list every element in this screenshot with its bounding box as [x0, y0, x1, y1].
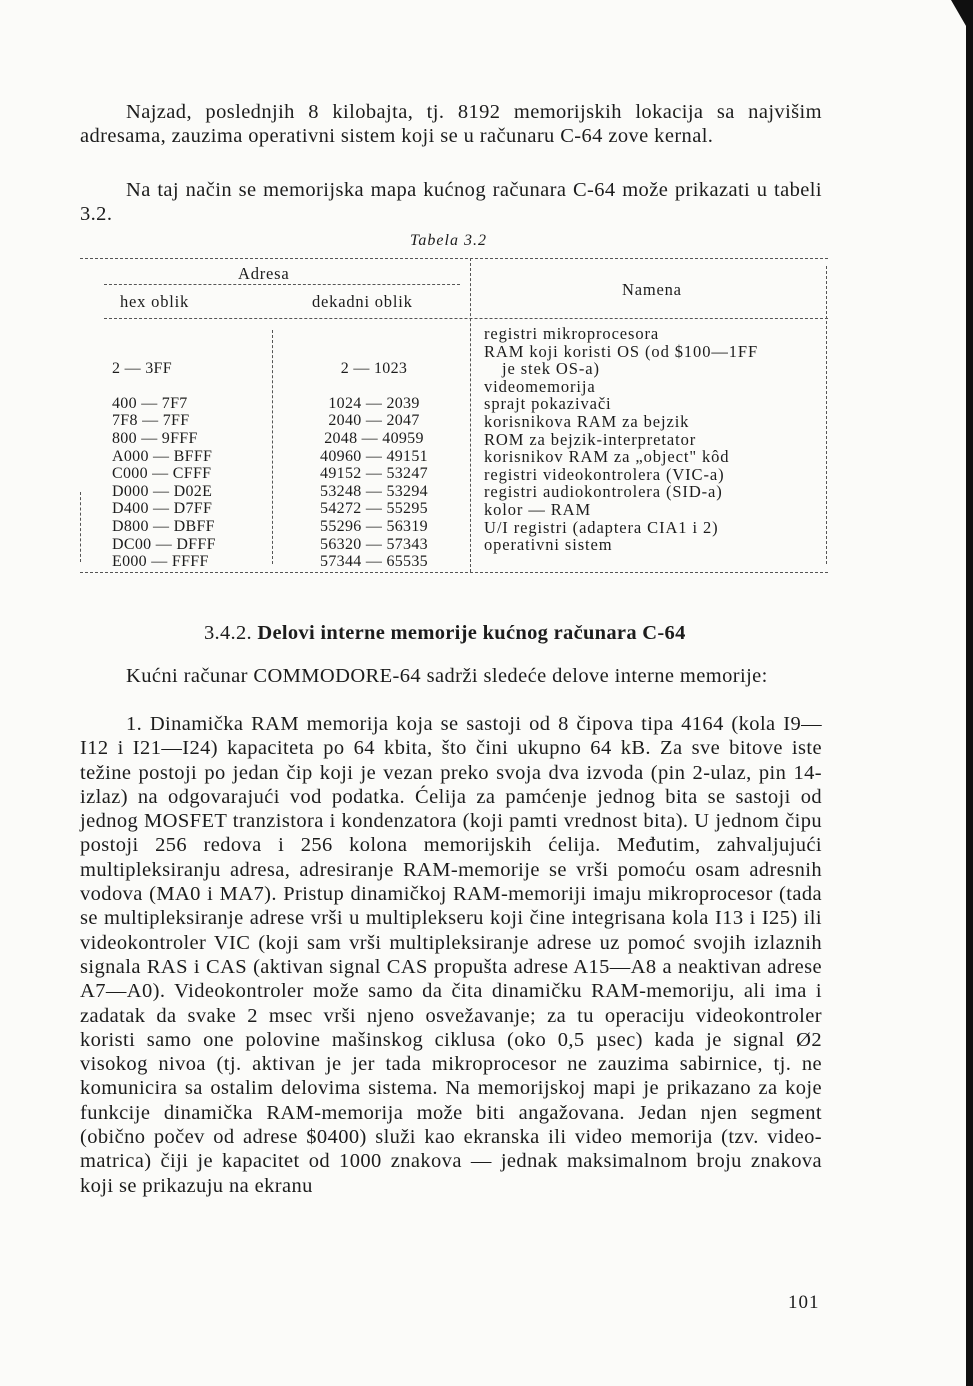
- table-column-divider-purpose: [470, 258, 471, 572]
- decimal-cell: 55296 — 56319: [320, 517, 428, 535]
- hex-cell: 400 — 7F7: [112, 394, 188, 412]
- header-purpose: Namena: [622, 280, 682, 299]
- purpose-cell: korisnikova RAM za bejzik: [484, 411, 690, 431]
- decimal-cell: 40960 — 49151: [320, 447, 428, 465]
- section-heading: [204, 622, 686, 645]
- purpose-cell: je stek OS-a): [502, 359, 600, 379]
- intro-paragraph-1: Najzad, poslednjih 8 kilobajta, tj. 8192 memorijskih lokacija sa najvišim adresama, zauzima operativni sistem koji se u računaru C-64 zove kernal.: [80, 101, 822, 148]
- decimal-cell: 1024 — 2039: [328, 394, 420, 412]
- hex-cell: D400 — D7FF: [112, 500, 213, 518]
- decimal-cell: 2 — 1023: [340, 359, 408, 377]
- purpose-cell: sprajt pokazivači: [484, 394, 612, 414]
- address-group-rule: [104, 284, 460, 285]
- decimal-cell: 2040 — 2047: [328, 412, 420, 430]
- header-bottom-rule: [104, 318, 828, 319]
- decimal-cell: 2048 — 40959: [324, 429, 424, 447]
- purpose-cell: registri mikroprocesora: [484, 324, 660, 343]
- section-title: Delovi interne memorije kućnog računara C-64: [257, 622, 686, 644]
- hex-cell: DC00 — DFFF: [112, 535, 216, 553]
- table-column-divider-decimal: [272, 330, 273, 564]
- header-address: Adresa: [238, 264, 290, 283]
- table-bottom-rule: [80, 572, 828, 573]
- purpose-cell: registri videokontrolera (VIC-a): [484, 464, 725, 484]
- hex-cell: [112, 377, 262, 395]
- hex-cell: E000 — FFFF: [112, 553, 209, 571]
- intro-paragraph-2: Na taj način se memorijska mapa kućnog računara C-64 može prikazati u tabeli 3.2.: [80, 179, 822, 226]
- purpose-cell: U/I registri (adaptera CIA1 i 2): [484, 517, 719, 537]
- decimal-cell: [298, 377, 450, 395]
- purpose-cell: registri audiokontrolera (SID-a): [484, 482, 723, 502]
- hex-cell: 2 — 3FF: [112, 359, 172, 377]
- body-paragraph-2: 1. Dinamička RAM memorija koja se sastoji od 8 čipova tipa 4164 (kola I9—I12 i I21—I24) kapaciteta po 64 kbita, što čini ukupno 64 kB. Za sve bitove iste težine postoji po jedan čip koji je vezan preko svoja dva izvoda (pin 2-ulaz, pin 14-izlaz) na odgovarajući vod podatka. Ćelija za pamćenje jednog bita se sastoji od jednog MOSFET tranzistora i kondenzatora (koji pamti vrednost bita). U jednom čipu postoji 256 redova i 256 kolona memorijskih ćelija. Međutim, zahvaljujući multipleksiranju adresa, adresiranje RAM-memorije se vrši pomoću osam adresnih vodova (MA0 i MA7). Pristup dinamičkoj RAM-memoriji imaju mikroprocesor (tada se multipleksiranje adrese vrši u multiplekseru koji čine integrisana kola I13 i I25) ili videokontroler VIC (koji sam vrši multipleksiranje adrese uz pomoć svojih izlaznih signala RAS i CAS (aktivan signal CAS propušta adrese A15—A8 a neaktivan adrese A7—A0). Videokontroler može samo da čita dinamičku RAM-memoriju, ali ima i zadatak da svake 2 msec vrši njeno osvežavanje; za tu operaciju videokontroler koristi samo one polovine mašinskog ciklusa (oko 0,5 µsec) kada je signal Ø2 visokog nivoa (tj. aktivan je jer tada mikroprocesor ne zauzima sabirnice, tj. ne komunicira sa ostalim delovima sistema. Na memorijskoj mapi je prikazano za koje funkcije dinamička RAM-memorija može biti angažovana. Jedan njen segment (obično počev od adrese $0400) služi kao ekranska ili video memorija (tzv. video-matrica) čiji je kapacitet od 1000 znakova — jednak maksimalnom broju znakova koji se prikazuju na ekranu: [80, 713, 822, 1197]
- hex-cell: A000 — BFFF: [112, 447, 213, 465]
- scan-corner-shadow: [951, 0, 973, 38]
- purpose-cell: ROM za bejzik-interpretator: [484, 429, 697, 449]
- decimal-cell: 49152 — 53247: [320, 465, 428, 483]
- purpose-cell: korisnikov RAM za „object" kôd: [484, 447, 730, 467]
- table-left-border: [80, 492, 81, 562]
- header-decimal: dekadni oblik: [312, 292, 413, 311]
- decimal-cell: [298, 342, 450, 360]
- hex-cell: 7F8 — 7FF: [112, 412, 190, 430]
- decimal-column: [298, 342, 450, 571]
- decimal-cell: 56320 — 57343: [320, 535, 428, 553]
- body-paragraph-1: Kućni računar COMMODORE-64 sadrži sledeće delove interne memorije:: [126, 665, 768, 687]
- hex-cell: D800 — DBFF: [112, 517, 215, 535]
- scan-edge-shadow: [966, 0, 973, 1386]
- purpose-cell: RAM koji koristi OS (od $100—1FF: [484, 341, 759, 361]
- hex-cell: [112, 342, 262, 360]
- purpose-column: [484, 325, 829, 554]
- header-hex: hex oblik: [120, 292, 190, 311]
- hex-cell: D000 — D02E: [112, 482, 213, 500]
- hex-cell: C000 — CFFF: [112, 465, 212, 483]
- decimal-cell: 53248 — 53294: [320, 482, 428, 500]
- decimal-cell: 54272 — 55295: [320, 500, 428, 518]
- purpose-cell: operativni sistem: [484, 535, 613, 555]
- section-number: 3.4.2.: [204, 622, 252, 644]
- decimal-cell: 57344 — 65535: [320, 553, 428, 571]
- page-number: 101: [788, 1292, 820, 1313]
- table-caption: Tabela 3.2: [410, 232, 487, 249]
- purpose-cell: videomemorija: [484, 376, 596, 396]
- purpose-cell: kolor — RAM: [484, 499, 592, 519]
- hex-cell: 800 — 9FFF: [112, 429, 198, 447]
- table-top-rule: [80, 258, 828, 259]
- hex-column: [112, 342, 262, 571]
